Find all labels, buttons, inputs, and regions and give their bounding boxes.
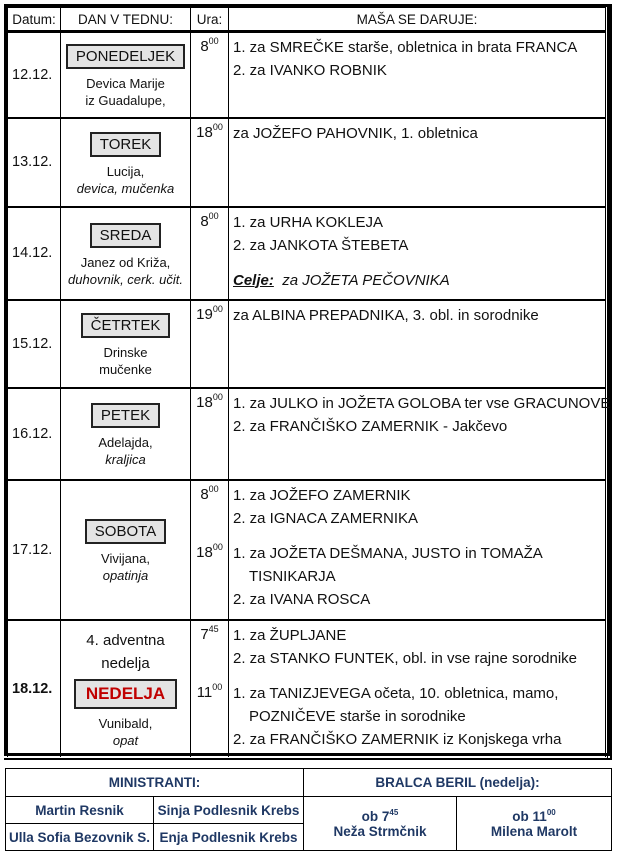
intentions-cell [229, 207, 606, 300]
saint [61, 550, 190, 584]
intentions-cell [229, 620, 606, 757]
date-cell: 16.12. [8, 388, 61, 480]
day-label: ČETRTEK [81, 313, 171, 338]
day-label: TOREK [90, 132, 161, 157]
mass-time: $18^{00}$ [196, 121, 223, 141]
intentions-cell [229, 118, 606, 207]
sunday-title-line: nedelja [101, 654, 150, 672]
intention: 2. za FRANČIŠKO ZAMERNIK - Jakčevo [233, 417, 508, 435]
table-row [8, 300, 606, 388]
saint-line: Janez od Križa, [80, 254, 171, 270]
saint-line: iz Guadalupe, [85, 93, 166, 109]
date-cell: 14.12. [8, 207, 61, 300]
saint [61, 715, 190, 749]
saint [61, 434, 190, 468]
day-label: PETEK [91, 403, 160, 428]
saint-line: Vunibald, [98, 715, 153, 731]
time-cell [191, 480, 229, 620]
intention: 1. za JOŽEFO ZAMERNIK [233, 486, 411, 504]
intention-continuation: TISNIKARJA [249, 567, 336, 585]
date-cell: 18.12. [8, 620, 61, 757]
ministrant-name: Enja Podlesnik Krebs [154, 824, 304, 851]
ministrant-name: Sinja Podlesnik Krebs [154, 797, 304, 824]
table-row [8, 118, 606, 207]
saint-line: kraljica [105, 452, 146, 467]
header-mass: MAŠA SE DARUJE: [229, 8, 606, 32]
date-cell: 13.12. [8, 118, 61, 207]
mass-time: $18^{00}$ [196, 391, 223, 411]
celje-label: Celje: [233, 271, 274, 289]
table-row [8, 207, 606, 300]
saint-line: Devica Marije [86, 76, 165, 92]
intentions-cell [229, 388, 611, 480]
ministrant-name: Martin Resnik [6, 797, 154, 824]
intention: 2. za STANKO FUNTEK, obl. in vse rajne sorodnike [233, 649, 578, 667]
saint-line: duhovnik, cerk. učit. [68, 271, 183, 287]
frame-right-double-line [607, 4, 612, 760]
date-cell: 15.12. [8, 300, 61, 388]
day-label: SREDA [90, 223, 162, 248]
bralci-title: BRALCA BERIL (nedelja): [304, 769, 612, 797]
mass-time: $8^{00}$ [200, 483, 219, 503]
time-cell [191, 388, 229, 480]
saint-line: mučenke [99, 362, 152, 377]
mass-time: $11^{00}$ [196, 681, 223, 701]
reader-name: Milena Marolt [490, 823, 578, 839]
saint-line: Lucija, [106, 163, 145, 179]
day-cell [61, 118, 191, 207]
saint-line: devica, mučenka [76, 180, 175, 196]
saint-line: Adelajda, [98, 435, 153, 450]
intention: za ALBINA PREPADNIKA, 3. obl. in sorodnike [233, 306, 539, 324]
saint [61, 254, 190, 288]
table-row [8, 388, 606, 480]
saint-line: Vivijana, [101, 551, 150, 566]
mass-schedule-table [7, 7, 611, 757]
day-label: SOBOTA [85, 519, 166, 544]
saint-line: opat [112, 732, 139, 748]
ministrant-name: Ulla Sofia Bezovnik S. [6, 824, 154, 851]
day-label: PONEDELJEK [66, 44, 185, 69]
intention: 1. za SMREČKE starše, obletnica in brata FRANCA [233, 39, 578, 56]
reader-name: Neža Strmčnik [333, 823, 427, 839]
intention: 1. za JULKO in JOŽETA GOLOBA ter vse GRACUNOVE [233, 394, 611, 412]
header-time: Ura: [191, 8, 229, 32]
time-cell [191, 300, 229, 388]
day-cell [61, 32, 191, 118]
day-cell [61, 480, 191, 620]
day-label: NEDELJA [74, 679, 177, 709]
saint [61, 344, 190, 378]
saint-line: opatinja [102, 568, 149, 583]
celje-text: za JOŽETA PEČOVNIKA [282, 271, 450, 289]
celje-intention [233, 269, 605, 292]
reader-cell [457, 797, 612, 851]
intention-continuation: POZNIČEVE starše in sorodnike [249, 707, 466, 725]
intention: 1. za URHA KOKLEJA [233, 213, 384, 231]
saint-line: Drinske [103, 345, 148, 360]
header-day: DAN V TEDNU: [61, 8, 191, 32]
intention: 2. za IVANA ROSCA [233, 590, 371, 608]
mass-time: $8^{00}$ [200, 210, 219, 230]
header-row [8, 8, 606, 32]
mass-time: $7^{45}$ [200, 623, 219, 643]
date-cell: 12.12. [8, 32, 61, 118]
day-cell [61, 207, 191, 300]
intention: 1. za ŽUPLJANE [233, 626, 347, 644]
reader-cell [304, 797, 457, 851]
intentions-cell [229, 32, 606, 118]
mass-time: $19^{00}$ [196, 303, 223, 323]
header-date: Datum: [8, 8, 61, 32]
intentions-cell [229, 480, 606, 620]
saint [61, 163, 190, 197]
intention: 2. za JANKOTA ŠTEBETA [233, 236, 409, 254]
intention: 1. za JOŽETA DEŠMANA, JUSTO in TOMAŽA [233, 544, 543, 562]
intention: 2. za FRANČIŠKO ZAMERNIK iz Konjskega vrha [233, 730, 562, 748]
time-cell [191, 620, 229, 757]
mass-time: $8^{00}$ [200, 36, 219, 55]
time-cell [191, 32, 229, 118]
intention: za JOŽEFO PAHOVNIK, 1. obletnica [233, 124, 478, 142]
date-cell: 17.12. [8, 480, 61, 620]
table-row [8, 620, 606, 757]
day-cell [61, 620, 191, 757]
saint [61, 75, 190, 109]
reader-time: ob $7^{45}$ [361, 807, 399, 824]
intention: 2. za IGNACA ZAMERNIKA [233, 509, 419, 527]
intention: 1. za TANIZJEVEGA očeta, 10. obletnica, mamo, [233, 684, 559, 702]
time-cell [191, 118, 229, 207]
time-cell [191, 207, 229, 300]
sunday-title [61, 629, 190, 675]
reader-time: ob $11^{00}$ [512, 807, 556, 824]
mass-time: $18^{00}$ [196, 541, 223, 561]
servers-readers-table [5, 768, 612, 851]
day-cell [61, 300, 191, 388]
intention: 2. za IVANKO ROBNIK [233, 62, 387, 79]
table-row [8, 480, 606, 620]
table-row [8, 32, 606, 118]
sunday-title-line: 4. adventna [86, 631, 165, 649]
day-cell [61, 388, 191, 480]
ministranti-title: MINISTRANTI: [6, 769, 304, 797]
intentions-cell [229, 300, 606, 388]
